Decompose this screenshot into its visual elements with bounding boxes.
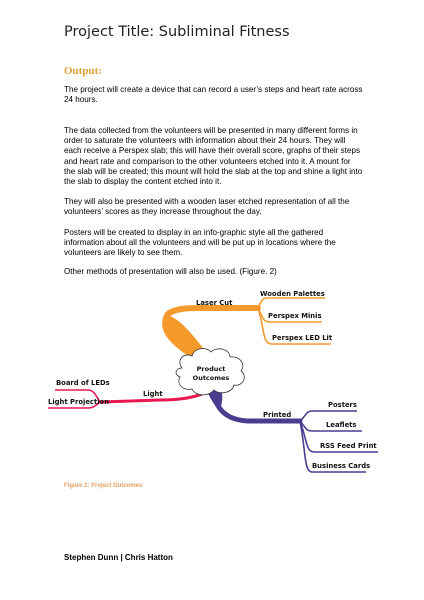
connector-line (300, 411, 357, 421)
paragraph: Posters will be created to display in an info-graphic style all the gathered information about all the volunteers and will be put up in locations where the volunteers are likely to see them. (64, 228, 336, 258)
branch-label: Light (143, 390, 163, 398)
center-node (176, 349, 244, 395)
page-title: Project Title: Subliminal Fitness (64, 24, 290, 40)
leaf-label: Business Cards (312, 462, 371, 470)
leaf-label: Posters (328, 401, 357, 409)
center-label-line1: Product (196, 365, 226, 373)
leaf-label: Board of LEDs (56, 379, 110, 387)
connector-line (258, 298, 325, 308)
leaf-label: Leaflets (326, 421, 357, 429)
leaf-label: RSS Feed Print (320, 442, 377, 450)
branch-label: Laser Cut (196, 299, 233, 307)
paragraph: Other methods of presentation will also be used. (Figure. 2) (64, 267, 277, 276)
mind-map-diagram (0, 280, 424, 480)
center-label-line2: Outcomes (192, 374, 230, 382)
paragraph: The data collected from the volunteers will be presented in many different forms in order to saturate the volunteers with information about their 24 hours. They will each receive a Perspex slab; this will have their overall score, graphs of their steps and heart rate and comparison to the other volunteers etched into it. A mount for the slab will be created; this mount will hold the slab at the top and shine a light into the slab to display the content etched into it. (64, 126, 363, 187)
paragraph: They will also be presented with a wooden laser etched representation of all the volunteers’ scores as they increase throughout the day. (64, 197, 350, 217)
section-heading: Output: (64, 65, 102, 77)
leaf-label: Perspex Minis (268, 312, 322, 320)
branch-printed (205, 386, 378, 472)
leaf-label: Light Projection (48, 398, 110, 406)
branch-label: Printed (263, 411, 292, 419)
leaf-label: Perspex LED Lit (272, 334, 333, 342)
footer-authors: Stephen Dunn | Chris Hatton (64, 553, 173, 562)
leaf-label: Wooden Palettes (260, 290, 325, 298)
paragraph: The project will create a device that can record a user’s steps and heart rate across 24 hours. (64, 85, 363, 105)
figure-caption: Figure 2: Project Outcomes (64, 483, 143, 489)
branch-laser-cut (165, 290, 333, 362)
